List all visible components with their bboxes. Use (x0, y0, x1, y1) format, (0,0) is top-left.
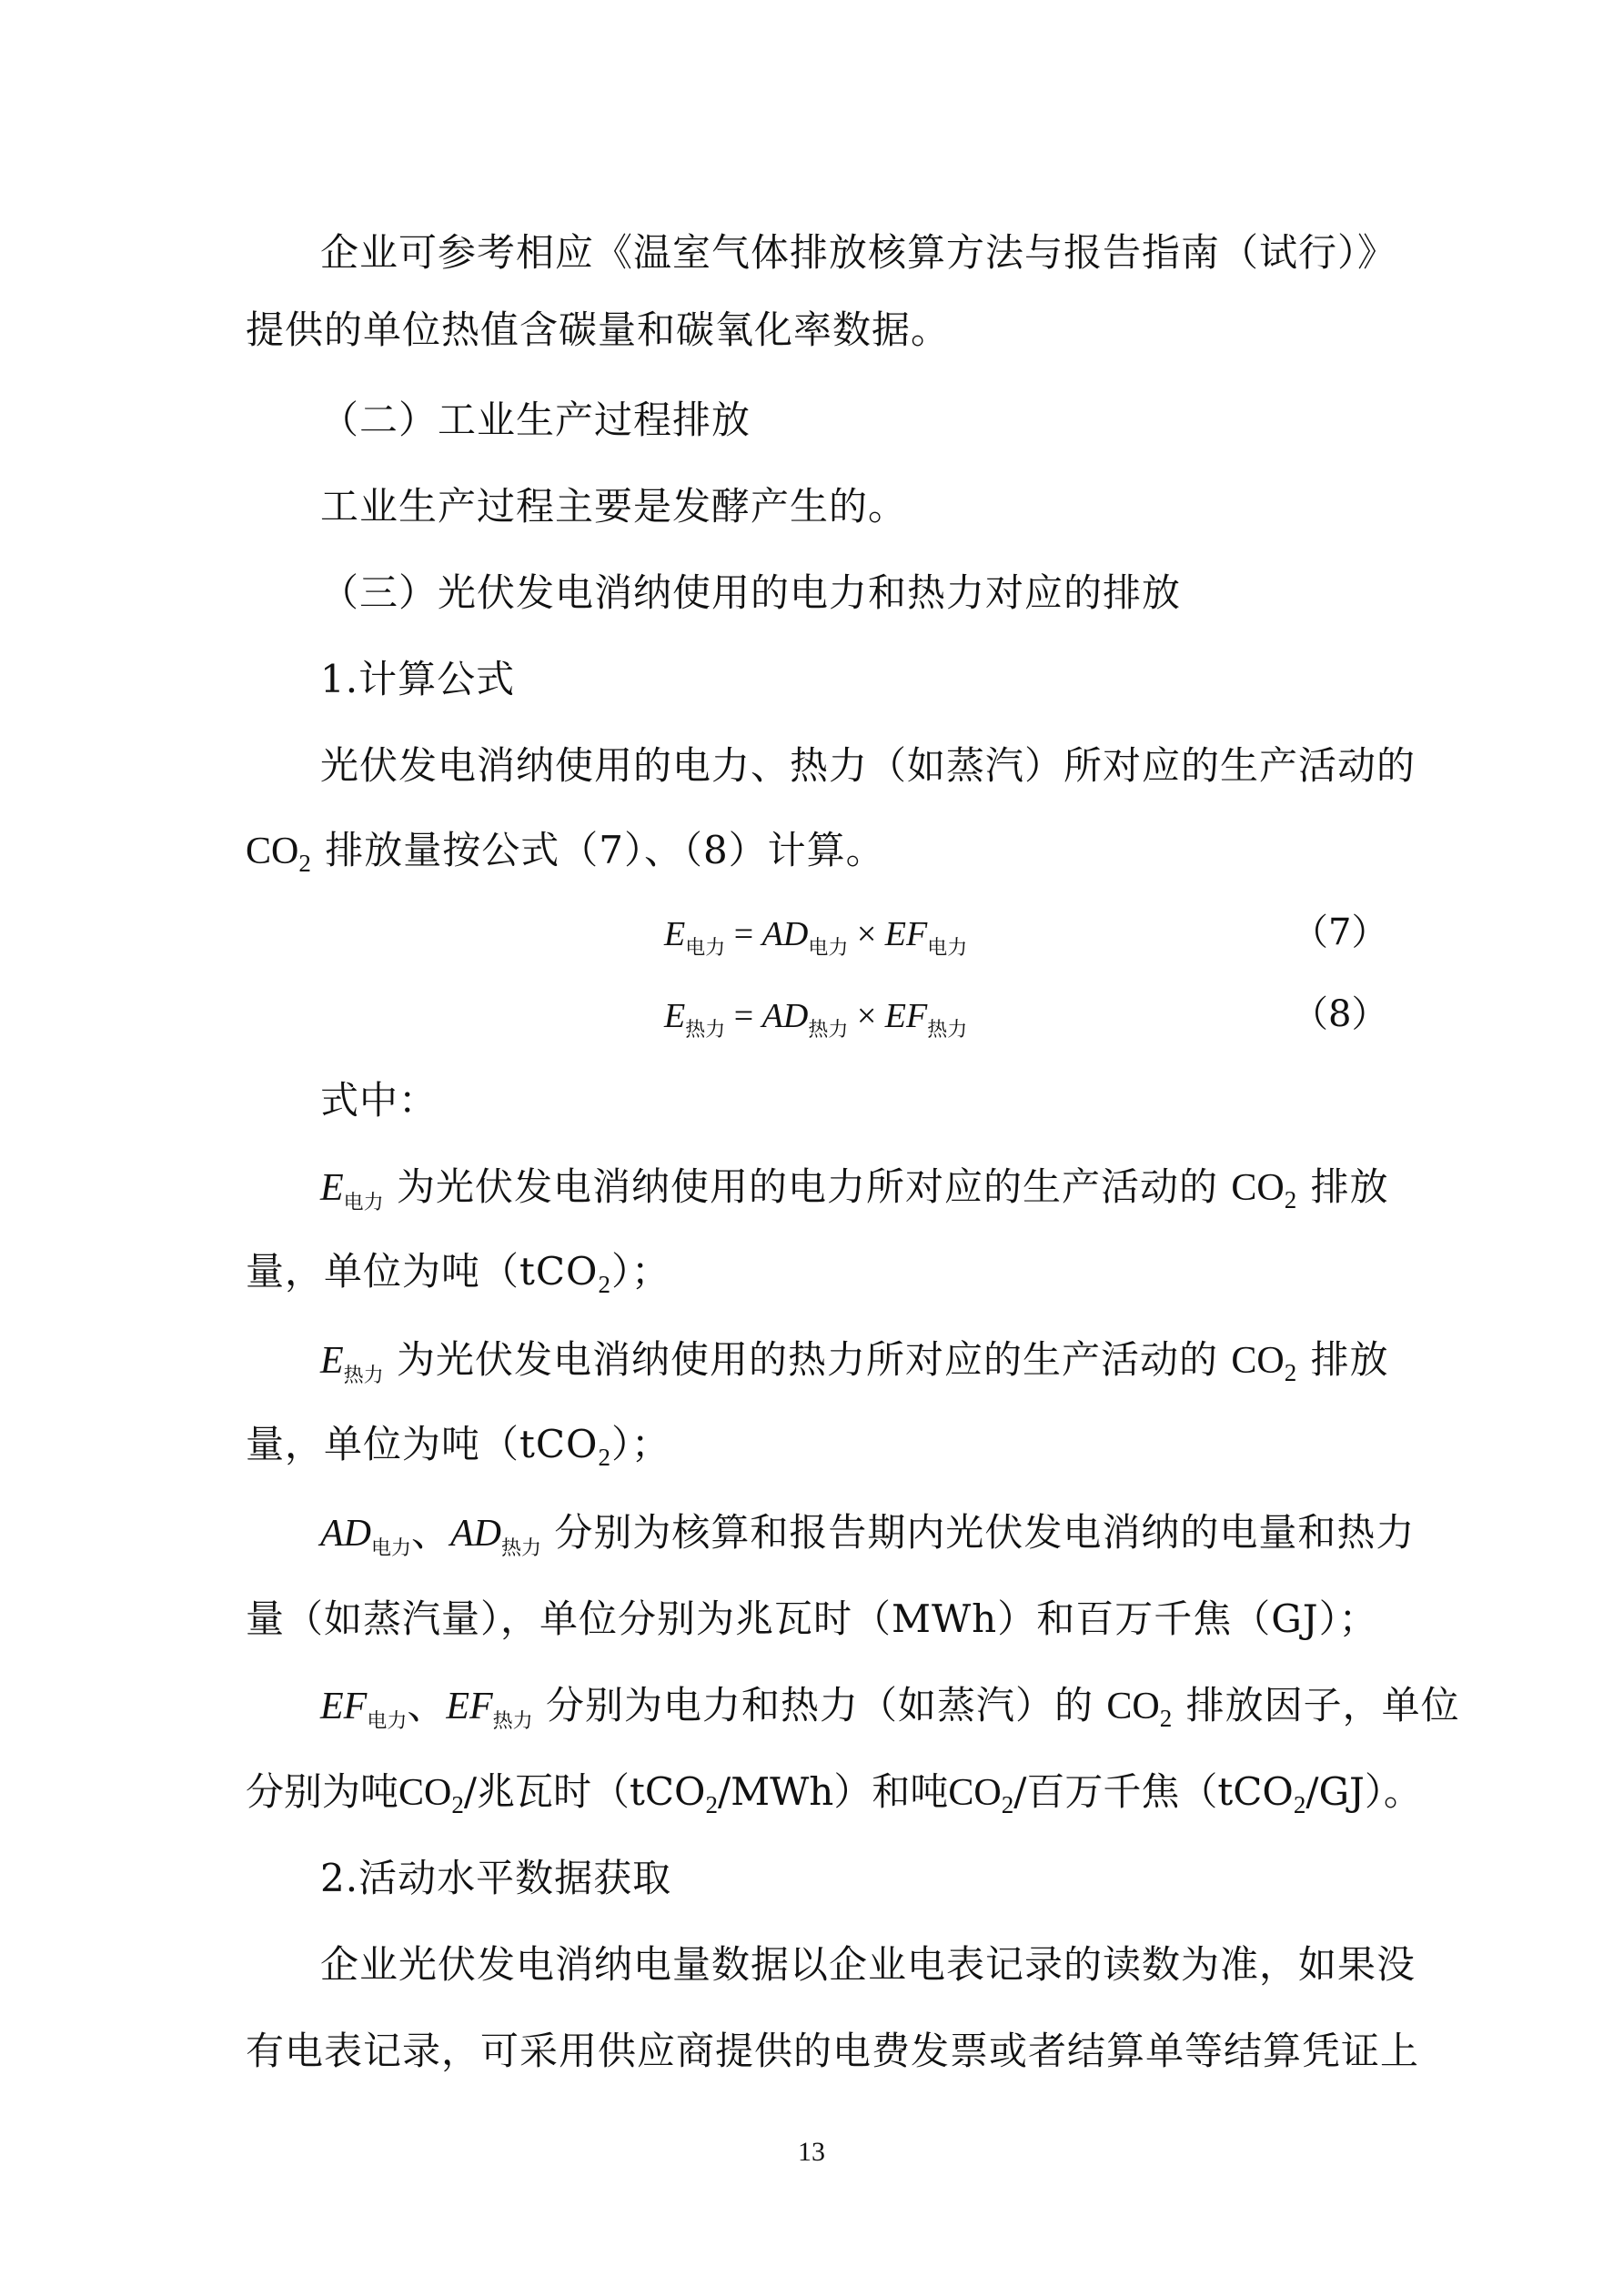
definition-line (320, 1160, 1389, 1231)
subscript: 2 (451, 1791, 464, 1818)
symbol: E (320, 1340, 344, 1382)
co2-text: CO (948, 1772, 1002, 1814)
paragraph-line: 提供的单位热值含碳量和碳氧化率数据。 (246, 307, 951, 352)
text-run: 量，单位为吨（tCO (246, 1422, 599, 1466)
subscript: 2 (1001, 1791, 1014, 1818)
definition-line (246, 1765, 1422, 1832)
co2-text: CO (1106, 1686, 1160, 1727)
equation-number: （8） (1292, 993, 1388, 1035)
subscript: 2 (1284, 1359, 1298, 1386)
co2-text: CO (1231, 1167, 1285, 1209)
subscript: 电力 (808, 936, 849, 959)
subscript: 2 (298, 850, 312, 877)
symbol: EF (884, 997, 928, 1035)
symbol: EF (884, 915, 928, 953)
symbol: E (320, 1167, 344, 1209)
formula-8 (664, 993, 967, 1052)
definition-line: 量（如蒸汽量），单位分别为兆瓦时（MWh）和百万千焦（GJ）； (246, 1596, 1378, 1641)
where-label: 式中： (320, 1078, 439, 1123)
subscript: 2 (1159, 1705, 1174, 1732)
paragraph-line: 有电表记录，可采用供应商提供的电费发票或者结算单等结算凭证上 (246, 2029, 1420, 2073)
subscript: 热力 (927, 1018, 968, 1041)
subscript: 电力 (927, 936, 968, 959)
text-run: 为光伏发电消纳使用的热力所对应的生产活动的 (397, 1337, 1219, 1382)
equation-number: （7） (1292, 911, 1388, 953)
symbol: AD (761, 915, 809, 953)
text-run: 排放 (1310, 1337, 1389, 1382)
formula-7 (664, 911, 967, 971)
subscript: 2 (705, 1791, 718, 1818)
text-run: /MWh）和吨 (717, 1769, 949, 1814)
text-run: /兆瓦时（tCO (463, 1769, 706, 1814)
operator: × (848, 915, 885, 953)
symbol: E (664, 997, 686, 1035)
text-run: 排放 (1310, 1164, 1389, 1209)
text-run: 分别为吨 (246, 1769, 399, 1814)
subsection-heading: 1.计算公式 (320, 657, 516, 701)
text-run: 量，单位为吨（tCO (246, 1249, 599, 1294)
subscript: 电力 (367, 1710, 408, 1733)
paragraph-line: 企业可参考相应《温室气体排放核算方法与报告指南（试行）》 (320, 230, 1397, 275)
paragraph-line: 工业生产过程主要是发酵产生的。 (320, 484, 908, 529)
text-run: 排放量按公式（7）、（8）计算。 (325, 828, 885, 872)
subscript: 热力 (808, 1018, 849, 1041)
paragraph-line: 光伏发电消纳使用的电力、热力（如蒸汽）所对应的生产活动的 (320, 743, 1416, 788)
text-run: /GJ）。 (1305, 1769, 1422, 1814)
subscript: 热力 (492, 1710, 533, 1733)
definition-line (246, 1417, 670, 1485)
text-run: ）； (610, 1422, 670, 1466)
text-run: 分别为核算和报告期内光伏发电消纳的电量和热力 (554, 1510, 1416, 1555)
text-run: 为光伏发电消纳使用的电力所对应的生产活动的 (397, 1164, 1219, 1209)
text-run: ）； (610, 1249, 670, 1294)
section-heading: （三）光伏发电消纳使用的电力和热力对应的排放 (320, 570, 1182, 615)
subscript: 电力 (371, 1537, 412, 1560)
text-run: /百万千焦（tCO (1013, 1769, 1294, 1814)
subscript: 2 (598, 1444, 611, 1471)
separator: 、 (407, 1683, 447, 1727)
separator: 、 (411, 1510, 451, 1555)
symbol: AD (450, 1513, 502, 1555)
paragraph-line: 企业光伏发电消纳电量数据以企业电表记录的读数为准，如果没 (320, 1942, 1416, 1987)
subscript: 2 (1284, 1186, 1298, 1213)
co2-text: CO (398, 1772, 452, 1814)
symbol: EF (320, 1686, 368, 1727)
subscript: 热力 (501, 1537, 542, 1560)
section-heading: （二）工业生产过程排放 (320, 398, 751, 442)
operator: × (848, 997, 885, 1035)
symbol: AD (761, 997, 809, 1035)
symbol: EF (446, 1686, 493, 1727)
subscript: 热力 (685, 1018, 726, 1041)
subscript: 电力 (685, 936, 726, 959)
subscript: 2 (598, 1271, 611, 1298)
subscript: 电力 (343, 1192, 384, 1214)
operator: = (725, 997, 762, 1035)
symbol: E (664, 915, 686, 953)
paragraph-line (246, 823, 885, 891)
co2-text: CO (1231, 1340, 1285, 1382)
definition-line (320, 1505, 1415, 1576)
text-run: 排放因子，单位 (1185, 1683, 1460, 1727)
text-run: 分别为电力和热力（如蒸汽）的 (546, 1683, 1094, 1727)
co2-text: CO (246, 831, 299, 872)
subsection-heading: 2.活动水平数据获取 (320, 1856, 672, 1900)
definition-line (246, 1244, 670, 1312)
page-number: 13 (798, 2137, 825, 2167)
subscript: 热力 (343, 1365, 384, 1387)
subscript: 2 (1293, 1791, 1306, 1818)
definition-line (320, 1678, 1460, 1749)
operator: = (725, 915, 762, 953)
symbol: AD (320, 1513, 371, 1555)
definition-line (320, 1333, 1389, 1404)
